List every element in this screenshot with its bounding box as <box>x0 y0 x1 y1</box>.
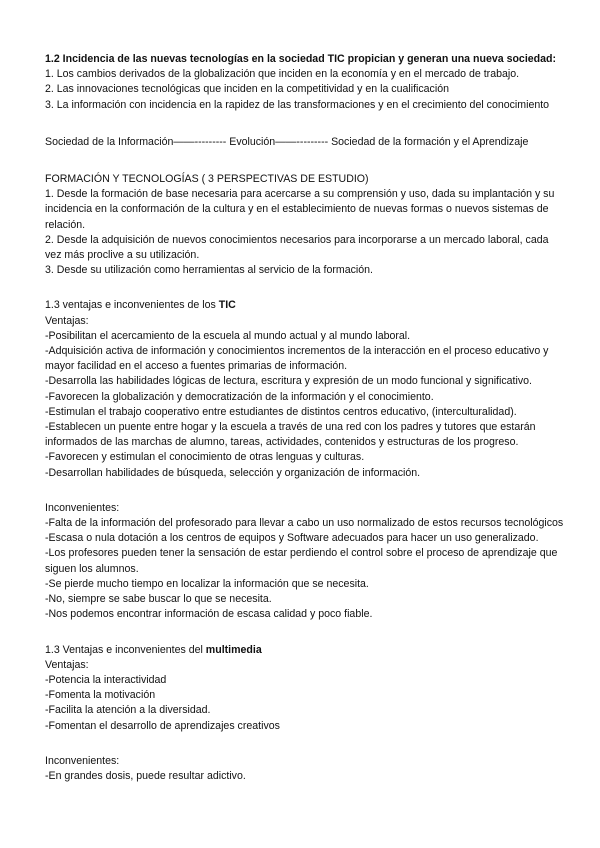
list-item: 2. Las innovaciones tecnológicas que inciden en la competitividad y en la cualificación <box>45 83 449 96</box>
tic-inconvenientes-label: Inconvenientes: <box>45 501 120 514</box>
section-formacion <box>45 172 565 278</box>
formacion-title: FORMACIÓN Y TECNOLOGÍAS ( 3 PERSPECTIVAS DE ESTUDIO) <box>45 173 369 186</box>
list-item: 3. La información con incidencia en la rapidez de las transformaciones y en el crecimiento del conocimiento <box>45 98 550 111</box>
list-item: 1. Los cambios derivados de la globalización que inciden en la economía y en el mercado de trabajo. <box>45 68 520 81</box>
list-item: 3. Desde su utilización como herramientas al servicio de la formación. <box>45 264 373 277</box>
list-item: -Desarrollan habilidades de búsqueda, selección y organización de información. <box>45 466 421 479</box>
list-item: -Establecen un puente entre hogar y la escuela a través de una red con los padres y tutores que estarán informados de las marchas de alumno, tareas, actividades, contenidos y estructuras de los progreso. <box>45 421 536 449</box>
tic-ventajas-label: Ventajas: <box>45 314 89 327</box>
list-item: -Estimulan el trabajo cooperativo entre estudiantes de distintos centros educativo, (interculturalidad). <box>45 405 517 418</box>
list-item: -Adquisición activa de información y conocimientos incrementos de la interacción en el proceso educativo y mayor facilidad en el acceso a fuentes primarias de información. <box>45 345 549 373</box>
section-1-2 <box>45 52 565 113</box>
section-tic <box>45 298 565 622</box>
section-multimedia <box>45 643 565 785</box>
list-item: -Escasa o nula dotación a los centros de equipos y Software adecuados para hacer un uso generalizado. <box>45 532 539 545</box>
list-item: -Nos podemos encontrar información de escasa calidad y poco fiable. <box>45 608 373 621</box>
document-page <box>45 52 565 784</box>
list-item: -Favorecen la globalización y democratización de la información y el conocimiento. <box>45 390 434 403</box>
list-item: -Se pierde mucho tiempo en localizar la información que se necesita. <box>45 577 369 590</box>
list-item: 2. Desde la adquisición de nuevos conocimientos necesarios para incorporarse a un mercado laboral, cada vez más proclive a su utilización. <box>45 233 549 262</box>
list-item: -Desarrolla las habilidades lógicas de lectura, escritura y expresión de un modo funcional y significativo. <box>45 375 532 388</box>
multimedia-inconvenientes-label: Inconvenientes: <box>45 754 120 767</box>
list-item: -Fomenta la motivación <box>45 689 156 702</box>
list-item: -Facilita la atención a la diversidad. <box>45 704 211 717</box>
list-item: -No, siempre se sabe buscar lo que se necesita. <box>45 593 272 606</box>
evolution-line: Sociedad de la Información——--------- Evolución——--------- Sociedad de la formación y el Aprendizaje <box>45 135 529 148</box>
list-item: -Posibilitan el acercamiento de la escuela al mundo actual y al mundo laboral. <box>45 329 411 342</box>
list-item: -Fomentan el desarrollo de aprendizajes creativos <box>45 719 280 732</box>
list-item: -Los profesores pueden tener la sensación de estar perdiendo el control sobre el proceso de aprendizaje que siguen los alumnos. <box>45 547 558 575</box>
tic-title: 1.3 ventajas e inconvenientes de los TIC <box>45 299 236 312</box>
list-item: -Potencia la interactividad <box>45 673 167 686</box>
list-item: 1. Desde la formación de base necesaria para acercarse a su comprensión y uso, dada su implantación y su incidencia en la conformación de la cultura y en el establecimiento de nuevas formas o nuevos sistemas de relación. <box>45 188 555 231</box>
section-1-2-title: 1.2 Incidencia de las nuevas tecnologías en la sociedad TIC propician y generan una nueva sociedad: <box>45 53 557 65</box>
list-item: -En grandes dosis, puede resultar adictivo. <box>45 769 246 782</box>
list-item: -Falta de la información del profesorado para llevar a cabo un uso normalizado de estos recursos tecnológicos <box>45 517 564 530</box>
multimedia-ventajas-label: Ventajas: <box>45 658 89 671</box>
multimedia-title: 1.3 Ventajas e inconvenientes del multimedia <box>45 643 262 656</box>
list-item: -Favorecen y estimulan el conocimiento de otras lenguas y culturas. <box>45 451 365 464</box>
